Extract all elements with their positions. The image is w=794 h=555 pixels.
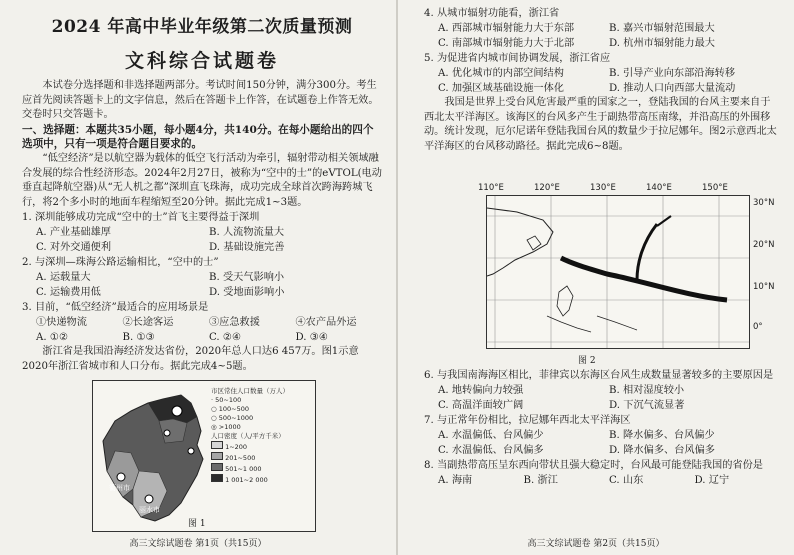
legend-title-density: 人口密度（人/平方千米）: [211, 432, 285, 440]
legend-item: · 50~100: [211, 396, 242, 404]
passage-typhoon: 我国是世界上受台风危害最严重的国家之一，登陆我国的台风主要来自于西北太平洋海区。该海区的台风多产生于副热带高压南缘，并沿高压的外围移动。统计发现，厄尔尼诺年登陆我国台风的数量少于拉尼娜年。图2示意西北太平洋海区的台风移动路径。据此完成6~8题。: [424, 97, 777, 152]
figure-2-caption: 图 2: [578, 356, 596, 366]
option: A. 水温偏低、台风偏少: [438, 430, 544, 441]
question-5-options: [438, 81, 780, 96]
lon-label: 150°E: [702, 183, 728, 193]
item: ③应急救援: [209, 317, 260, 329]
legend-item: 1~200: [211, 441, 289, 452]
option: C. ②④: [209, 332, 242, 344]
item: ②长途客运: [122, 317, 174, 329]
legend-item: ○ 500~1000: [211, 414, 254, 422]
option: C. 对外交通便利: [36, 242, 112, 254]
option: B. 引导产业向东部沿海转移: [609, 68, 736, 79]
exam-subtitle: 文科综合试题卷: [124, 50, 279, 72]
option: A. 海南: [438, 475, 473, 486]
option: A. 产业基础雄厚: [36, 227, 111, 239]
map-legend: [211, 387, 289, 485]
question-1: 1. 深圳能够成功完成“空中的士”首飞主要得益于深圳: [22, 212, 260, 224]
question-1-options: [36, 225, 382, 240]
legend-title-population: 市区常住人口数量（万人）: [211, 387, 289, 395]
option: D. ③④: [295, 332, 329, 344]
option: A. 运载量大: [36, 272, 91, 284]
option: C. 水温偏低、台风偏多: [438, 445, 544, 456]
option: D. 杭州市辐射能力最大: [609, 38, 715, 49]
option: A. 西部城市辐射能力大于东部: [438, 23, 575, 34]
lon-label: 110°E: [478, 183, 504, 193]
lat-label: 0°: [753, 322, 763, 332]
lon-label: 130°E: [590, 183, 616, 193]
option: A. 地转偏向力较强: [438, 385, 524, 396]
question-8-options: [438, 473, 780, 488]
lat-label: 10°N: [753, 282, 775, 292]
lat-label: 30°N: [753, 198, 775, 208]
question-6-options: [438, 383, 780, 398]
question-4: 4. 从城市辐射功能看，浙江省: [424, 8, 560, 19]
option: B. 受天气影响小: [209, 272, 285, 284]
lon-label: 140°E: [646, 183, 672, 193]
passage-zhejiang: 浙江省是我国沿海经济发达省份，2020年总人口达6 457万。图1示意2020年浙江省城市和人口分布。据此完成4~5题。: [22, 346, 359, 372]
legend-item: 1 001~2 000: [211, 474, 289, 485]
option: C. 加强区域基础设施一体化: [438, 83, 564, 94]
exam-notice: 本试卷分选择题和非选择题两部分。考试时间150分钟，满分300分。考生应首先阅读答题卡上的文字信息，然后在答题卡上作答，在试题卷上作答无效。交卷时只交答题卡。: [22, 80, 379, 121]
typhoon-track-map: [486, 195, 750, 349]
exam-title: 2024 年高中毕业年级第二次质量预测: [51, 17, 353, 37]
section-header: 一、选择题：本题共35小题，每小题4分，共140分。在每小题给出的四个选项中，只有一项是符合题目要求的。: [22, 123, 374, 151]
option: D. 基础设施完善: [209, 242, 285, 254]
question-3-options: [36, 330, 382, 345]
question-6-options: [438, 398, 780, 413]
option: D. 推动人口向西部大量流动: [609, 83, 736, 94]
option: C. 运输费用低: [36, 287, 101, 299]
page-footer-left: 高三文综试题卷 第1页（共15页）: [129, 539, 267, 549]
item: ①快递物流: [36, 317, 87, 329]
question-6: 6. 与我国南海海区相比，菲律宾以东海区台风生成数量显著较多的主要原因是: [424, 370, 774, 381]
question-8: 8. 当副热带高压呈东西向带状且强大稳定时，台风最可能登陆我国的省份是: [424, 460, 763, 471]
question-4-options: [438, 21, 780, 36]
option: A. 优化城市的内部空间结构: [438, 68, 564, 79]
option: A. ①②: [36, 332, 69, 344]
question-3: 3. 目前，“低空经济”最适合的应用场景是: [22, 302, 209, 314]
right-page: [398, 0, 794, 555]
option: C. 高温洋面较广阔: [438, 400, 524, 411]
lon-label: 120°E: [534, 183, 560, 193]
question-3-items: [36, 315, 382, 330]
question-7-options: [438, 443, 780, 458]
option: B. 浙江: [523, 475, 558, 486]
left-page: [0, 0, 396, 555]
option: D. 辽宁: [694, 475, 730, 486]
option: D. 下沉气流显著: [609, 400, 685, 411]
question-2-options: [36, 285, 382, 300]
city-label-quzhou: 衢州市: [109, 484, 130, 492]
passage-low-altitude: “低空经济”是以航空器为载体的低空飞行活动为牵引，辐射带动相关领域融合发展的综合性经济形态。2024年2月27日，被称为“空中的士”的eVTOL(电动垂直起降航空器)从“无人机之都”深圳直飞珠海，成功完成全球首次跨海跨城飞行，将2个多小时的地面车程缩短至20分钟。据此完成1~3题。: [22, 152, 382, 208]
figure-1-caption: 图 1: [188, 519, 206, 529]
option: C. 山东: [609, 475, 644, 486]
lat-label: 20°N: [753, 240, 775, 250]
legend-item: 501~1 000: [211, 463, 289, 474]
question-1-options: [36, 240, 382, 255]
item: ④农产品外运: [295, 317, 357, 329]
question-2: 2. 与深圳—珠海公路运输相比，“空中的士”: [22, 257, 219, 269]
option: B. 嘉兴市辐射范围最大: [609, 23, 715, 34]
option: B. 降水偏多、台风偏少: [609, 430, 715, 441]
option: D. 降水偏多、台风偏多: [609, 445, 715, 456]
question-2-options: [36, 270, 382, 285]
right-questions-lower: [424, 368, 780, 488]
legend-item: ◎ >1000: [211, 423, 241, 431]
legend-item: ○ 100~500: [211, 405, 250, 413]
legend-item: 201~500: [211, 452, 289, 463]
option: B. ①③: [122, 332, 155, 344]
page-footer-right: 高三文综试题卷 第2页（共15页）: [527, 539, 665, 549]
question-7: 7. 与正常年份相比，拉尼娜年西北太平洋海区: [424, 415, 631, 426]
option: B. 相对湿度较小: [609, 385, 685, 396]
question-5: 5. 为促进省内城市间协调发展，浙江省应: [424, 53, 611, 64]
option: D. 受地面影响小: [209, 287, 285, 299]
zhejiang-map: [92, 380, 316, 532]
option: C. 南部城市辐射能力大于北部: [438, 38, 575, 49]
typhoon-map-graphic: [487, 196, 749, 348]
option: B. 人流物流量大: [209, 227, 285, 239]
city-label-lishui: 丽水市: [139, 506, 160, 514]
question-4-options: [438, 36, 780, 51]
question-7-options: [438, 428, 780, 443]
question-5-options: [438, 66, 780, 81]
